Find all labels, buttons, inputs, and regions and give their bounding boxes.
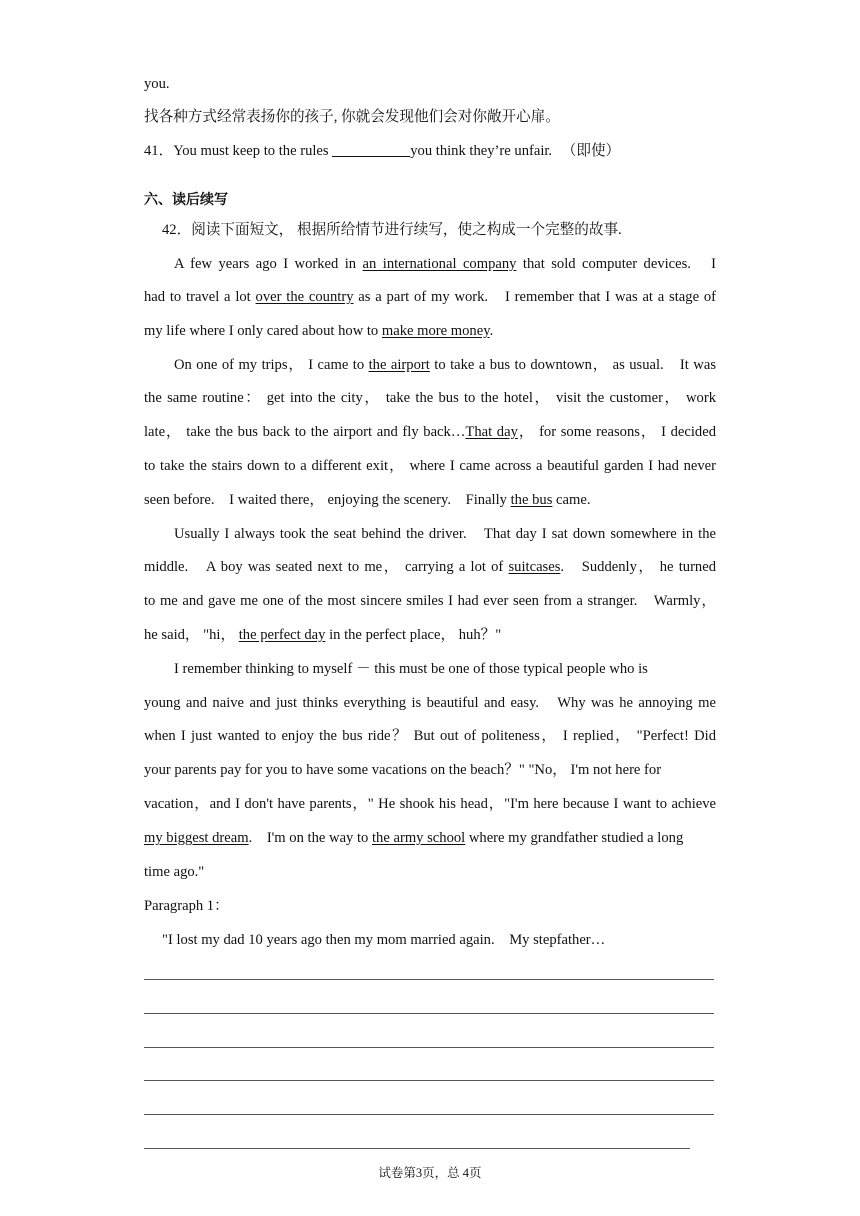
chinese-sentence: 找各种方式经常表扬你的孩子, 你就会发现他们会对你敞开心扉。 [144, 109, 560, 125]
passage-line: to take the stairs down to a different exit， where I came across a beautiful garden I had never [144, 458, 716, 474]
passage-line: middle. A boy was seated next to me， carrying a lot of suitcases. Suddenly， he turned [144, 559, 717, 575]
passage-line: young and naive and just thinks everything is beautiful and easy. Why was he annoying me [144, 695, 716, 711]
passage-line: he said， "hi， the perfect day in the perfect place， huh？" [144, 627, 502, 643]
passage-line: to me and gave me one of the most sincere smiles I had ever seen from a stranger. Warmly， [144, 593, 716, 609]
writing-line[interactable] [144, 979, 714, 980]
passage-line: had to travel a lot over the country as a part of my work. I remember that I was at a stage of [144, 289, 717, 305]
question-41-hint: （即使） [561, 143, 621, 159]
passage-line: Usually I always took the seat behind the driver. That day I sat down somewhere in the [174, 526, 716, 542]
passage-line: I remember thinking to myself － this must be one of those typical people who is [174, 661, 648, 677]
writing-line[interactable] [144, 1047, 714, 1048]
question-41: 41．You must keep to the rules you think they’re unfair. （即使） [144, 143, 621, 159]
writing-line[interactable] [144, 1013, 714, 1014]
passage-line: vacation，and I don't have parents，" He shook his head，"I'm here because I want to achieve [144, 796, 716, 812]
passage-line: seen before. I waited there， enjoying the scenery. Finally the bus came. [144, 492, 591, 508]
passage-line: my life where I only cared about how to make more money. [144, 323, 494, 339]
answer-blank[interactable] [332, 142, 410, 157]
paragraph-1-label: Paragraph 1： [144, 898, 229, 914]
passage-line: your parents pay for you to have some vacations on the beach？" "No， I'm not here for [144, 762, 662, 778]
passage-line: when I just wanted to enjoy the bus ride？ But out of politeness， I replied， "Perfect! Did [144, 728, 716, 744]
section-title: 六、读后续写 [144, 192, 228, 208]
writing-line[interactable] [144, 1080, 714, 1081]
continuation-text: you. [144, 76, 170, 92]
writing-line[interactable] [144, 1114, 714, 1115]
passage-line: time ago." [144, 864, 205, 880]
passage-line: A few years ago I worked in an international company that sold computer devices. I [174, 256, 716, 272]
passage-line: my biggest dream. I'm on the way to the army school where my grandfather studied a long [144, 830, 684, 846]
question-42-instruction: 42．阅读下面短文， 根据所给情节进行续写，使之构成一个完整的故事. [162, 222, 622, 238]
writing-line[interactable] [144, 1148, 690, 1149]
page-footer: 试卷第3页，总 4页 [378, 1166, 482, 1180]
passage-line: the same routine： get into the city， take the bus to the hotel， visit the customer， work [144, 390, 716, 406]
passage-line: On one of my trips， I came to the airport to take a bus to downtown， as usual. It was [174, 357, 717, 373]
passage-line: late， take the bus back to the airport and fly back…That day， for some reasons， I decided [144, 424, 716, 440]
paragraph-1-start: "I lost my dad 10 years ago then my mom married again. My stepfather… [162, 932, 606, 948]
